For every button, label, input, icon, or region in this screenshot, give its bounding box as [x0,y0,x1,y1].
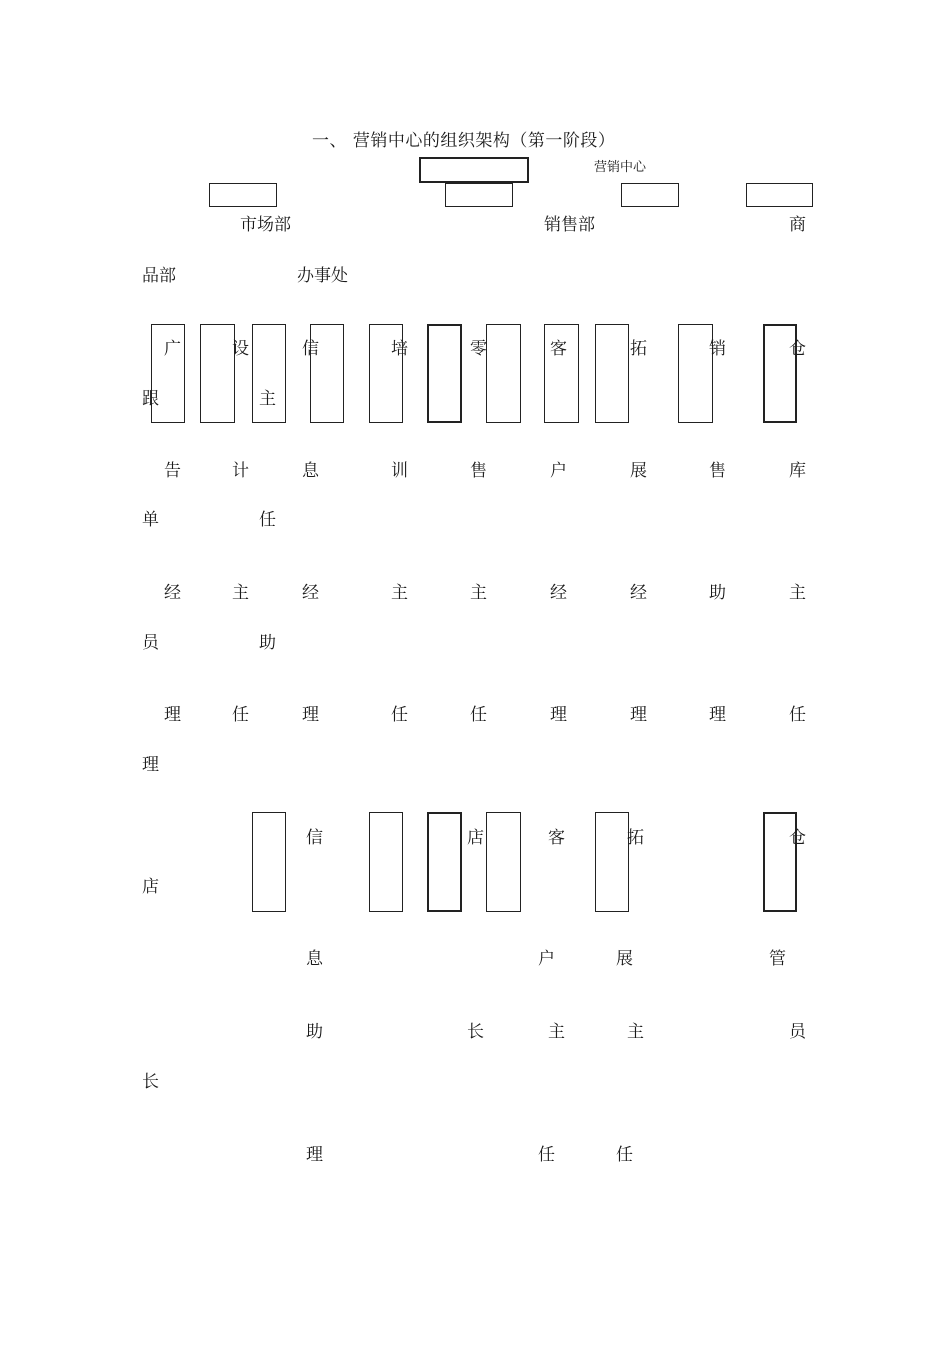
char: 息 [306,949,323,969]
char: 广 [164,339,181,359]
position-box [678,324,713,423]
char: 经 [550,583,567,603]
char: 展 [630,461,647,481]
char: 计 [232,461,249,481]
char: 助 [709,583,726,603]
position-box [200,324,235,423]
char: 拓 [630,339,647,359]
sales-dept-label: 销售部 [544,215,595,235]
char: 库 [789,461,806,481]
char: 任 [470,705,487,725]
char: 拓 [627,828,644,848]
char: 店 [467,828,484,848]
char: 零 [470,339,487,359]
char: 任 [259,510,276,530]
char: 培 [391,339,408,359]
char: 主 [548,1022,565,1042]
char: 主 [232,583,249,603]
sub-position-box [252,812,286,912]
char: 任 [616,1145,633,1165]
center-label: 营销中心 [594,160,647,175]
char: 理 [302,705,319,725]
char: 长 [142,1072,159,1092]
sales-dept-box [445,183,513,207]
char: 仓 [789,828,806,848]
char: 信 [302,339,319,359]
char: 经 [164,583,181,603]
sub-position-box [763,812,797,912]
position-box [427,324,462,423]
char: 主 [789,583,806,603]
sub-position-box [369,812,403,912]
char: 理 [630,705,647,725]
char: 售 [470,461,487,481]
char: 展 [616,949,633,969]
char: 任 [391,705,408,725]
char: 仓 [789,339,806,359]
commodity-dept-label-b: 品部 [142,266,176,286]
char: 理 [709,705,726,725]
sub-position-box [486,812,521,912]
char: 客 [550,339,567,359]
position-box [595,324,629,423]
char: 理 [164,705,181,725]
char: 任 [538,1145,555,1165]
char: 主 [470,583,487,603]
char: 客 [548,828,565,848]
sub-position-box [595,812,629,912]
char: 跟 [142,389,159,409]
char: 告 [164,461,181,481]
char: 理 [142,755,159,775]
char: 理 [306,1145,323,1165]
char: 经 [630,583,647,603]
char: 理 [550,705,567,725]
char: 助 [259,633,276,653]
office-label: 办事处 [297,266,348,286]
char: 主 [391,583,408,603]
char: 设 [232,339,249,359]
char: 店 [142,877,159,897]
char: 经 [302,583,319,603]
position-box [486,324,521,423]
market-dept-label: 市场部 [240,215,291,235]
char: 任 [232,705,249,725]
char: 主 [259,389,276,409]
char: 训 [391,461,408,481]
char: 员 [142,633,159,653]
char: 长 [467,1022,484,1042]
commodity-dept-label-a: 商 [789,215,806,235]
office-box [746,183,813,207]
char: 销 [709,339,726,359]
char: 单 [142,510,159,530]
sub-position-box [427,812,462,912]
char: 户 [550,461,567,481]
char: 信 [306,828,323,848]
char: 售 [709,461,726,481]
center-box [419,157,529,183]
char: 管 [769,949,786,969]
commodity-dept-box [621,183,679,207]
page-title: 一、 营销中心的组织架构（第一阶段） [312,131,616,151]
char: 员 [789,1022,806,1042]
char: 息 [302,461,319,481]
market-dept-box [209,183,277,207]
char: 任 [789,705,806,725]
char: 助 [306,1022,323,1042]
char: 户 [538,949,555,969]
char: 主 [627,1022,644,1042]
